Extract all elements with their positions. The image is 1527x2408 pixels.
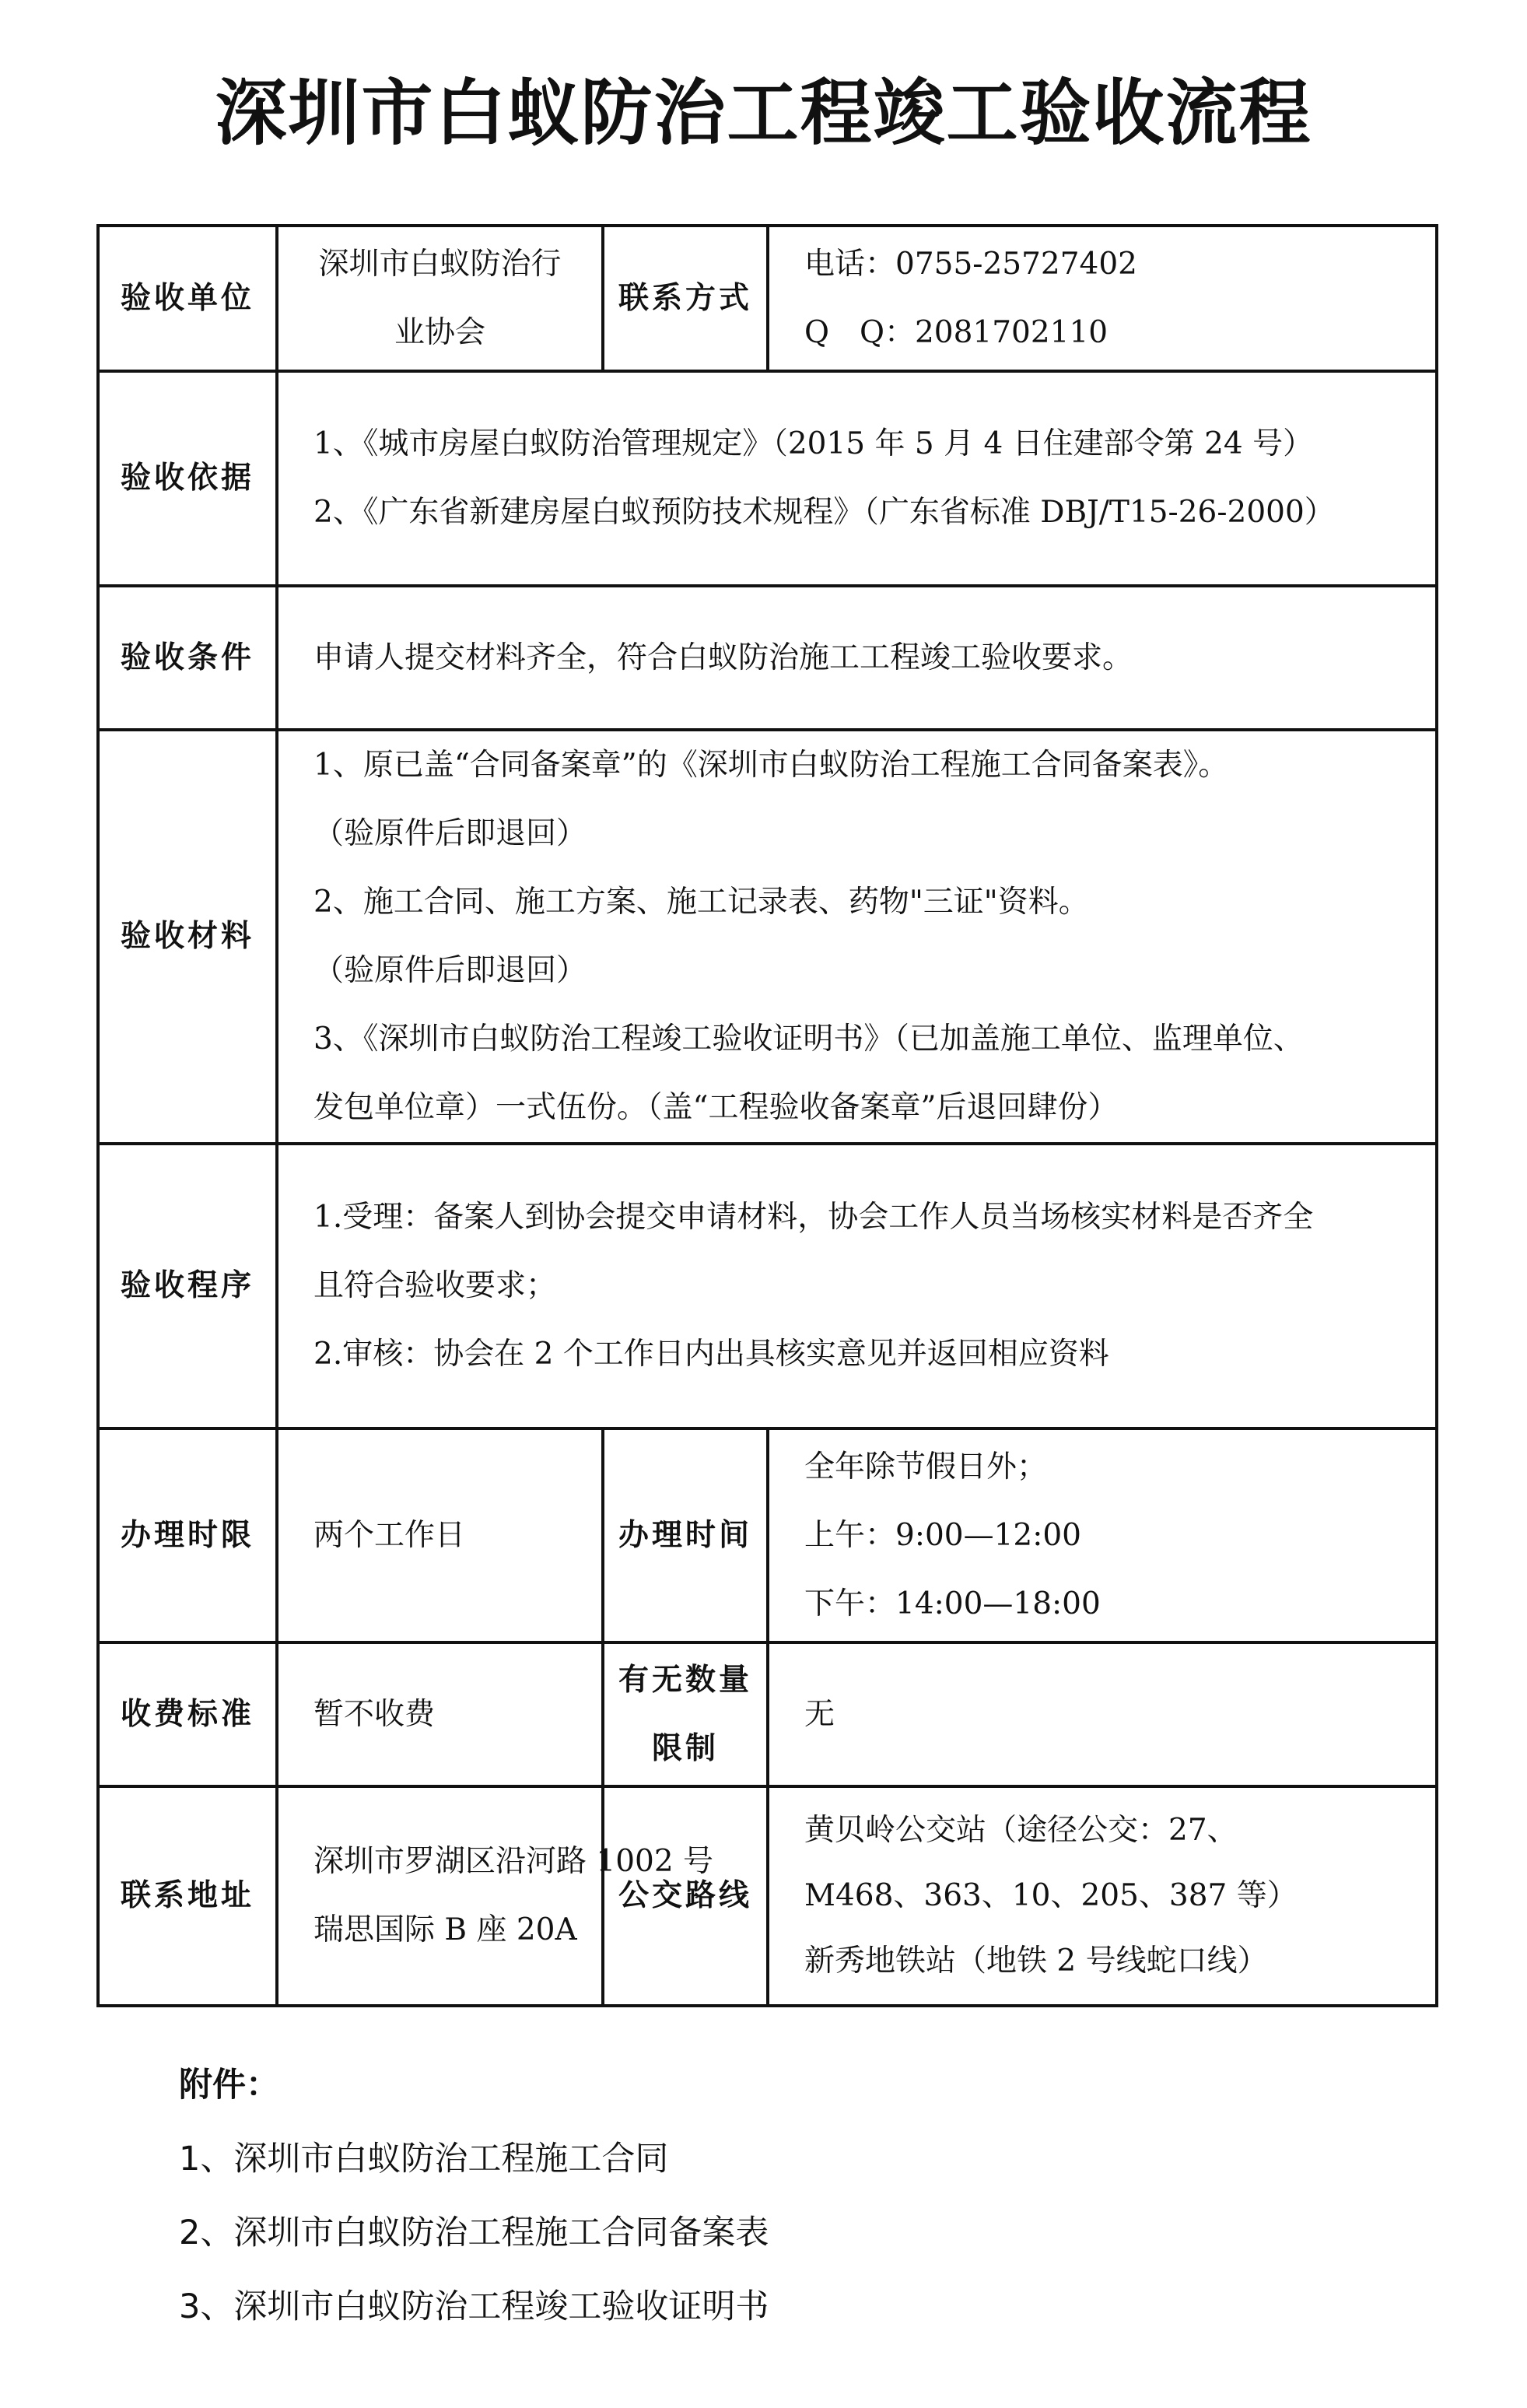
basis-cell [277, 371, 1437, 586]
address-line: 瑞思国际 B 座 20A [313, 1912, 577, 1947]
hours-line: 下午：14:00—18:00 [804, 1586, 1101, 1621]
label-basis: 验收依据 [98, 371, 277, 586]
procedure-line: 2.审核：协会在 2 个工作日内出具核实意见并返回相应资料 [313, 1337, 1109, 1372]
attachments [179, 2062, 769, 2357]
attachment-item: 2、深圳市白蚁防治工程施工合同备案表 [179, 2213, 769, 2252]
time-limit-value: 两个工作日 [277, 1428, 603, 1642]
contact-cell [768, 226, 1437, 371]
materials-line: 1、原已盖“合同备案章”的《深圳市白蚁防治工程施工合同备案表》。 [313, 748, 1229, 783]
label-quantity-limit-2: 限制 [652, 1730, 720, 1766]
materials-line: 2、施工合同、施工方案、施工记录表、药物"三证"资料。 [313, 885, 1089, 920]
quantity-limit-value: 无 [768, 1642, 1437, 1786]
attachments-title: 附件： [179, 2066, 279, 2105]
basis-line: 1、《城市房屋白蚁防治管理规定》（2015 年 5 月 4 日住建部令第 24 号） [313, 426, 1314, 461]
bus-cell [768, 1786, 1437, 2006]
label-conditions: 验收条件 [98, 586, 277, 730]
bus-line: 黄贝岭公交站（途径公交：27、 [804, 1813, 1238, 1848]
materials-line: 发包单位章）一式伍份。（盖“工程验收备案章”后退回肆份） [313, 1090, 1119, 1125]
procedure-cell [277, 1144, 1437, 1428]
procedure-line: 且符合验收要求； [313, 1268, 557, 1303]
label-hours: 办理时间 [603, 1428, 768, 1642]
materials-line: （验原件后即退回） [313, 816, 587, 851]
row-fee [98, 1642, 1437, 1786]
bus-line: M468、363、10、205、387 等） [804, 1878, 1298, 1913]
label-fee: 收费标准 [98, 1642, 277, 1786]
procedure-line: 1.受理：备案人到协会提交申请材料，协会工作人员当场核实材料是否齐全 [313, 1200, 1314, 1235]
conditions-value [277, 586, 1437, 730]
label-bus: 公交路线 [603, 1786, 768, 2006]
materials-cell [277, 730, 1437, 1144]
acceptance-process-table [96, 224, 1438, 2007]
bus-line: 新秀地铁站（地铁 2 号线蛇口线） [804, 1944, 1268, 1979]
attachment-item: 1、深圳市白蚁防治工程施工合同 [179, 2140, 669, 2178]
materials-line: 3、《深圳市白蚁防治工程竣工验收证明书》（已加盖施工单位、监理单位、 [313, 1022, 1304, 1057]
hours-line: 全年除节假日外； [804, 1449, 1048, 1484]
row-basis [98, 371, 1437, 586]
hours-cell [768, 1428, 1437, 1642]
label-unit: 验收单位 [98, 226, 277, 371]
label-quantity-limit-1: 有无数量 [618, 1662, 753, 1698]
page-title: 深圳市白蚁防治工程竣工验收流程 [215, 72, 1312, 155]
fee-value: 暂不收费 [277, 1642, 603, 1786]
materials-line: （验原件后即退回） [313, 953, 587, 988]
label-contact: 联系方式 [603, 226, 768, 371]
label-materials: 验收材料 [98, 730, 277, 1144]
attachment-item: 3、深圳市白蚁防治工程竣工验收证明书 [179, 2287, 769, 2326]
label-quantity-limit [603, 1642, 768, 1786]
hours-line: 上午：9:00—12:00 [804, 1517, 1081, 1553]
row-materials [98, 730, 1437, 1144]
row-unit [98, 226, 1437, 371]
row-conditions [98, 586, 1437, 730]
contact-phone: 电话：0755-25727402 [804, 246, 1137, 282]
label-time-limit: 办理时限 [98, 1428, 277, 1642]
row-procedure [98, 1144, 1437, 1428]
address-line: 深圳市罗湖区沿河路 1002 号 [313, 1844, 714, 1879]
basis-line: 2、《广东省新建房屋白蚁预防技术规程》（广东省标准 DBJ/T15-26-2000） [313, 495, 1335, 530]
conditions-text: 申请人提交材料齐全，符合白蚁防治施工工程竣工验收要求。 [313, 640, 1133, 675]
row-address [98, 1786, 1437, 2006]
unit-value: 深圳市白蚁防治行业协会 [277, 226, 603, 371]
row-time [98, 1428, 1437, 1642]
label-address: 联系地址 [98, 1786, 277, 2006]
label-procedure: 验收程序 [98, 1144, 277, 1428]
contact-qq: Q Q：2081702110 [804, 314, 1108, 350]
